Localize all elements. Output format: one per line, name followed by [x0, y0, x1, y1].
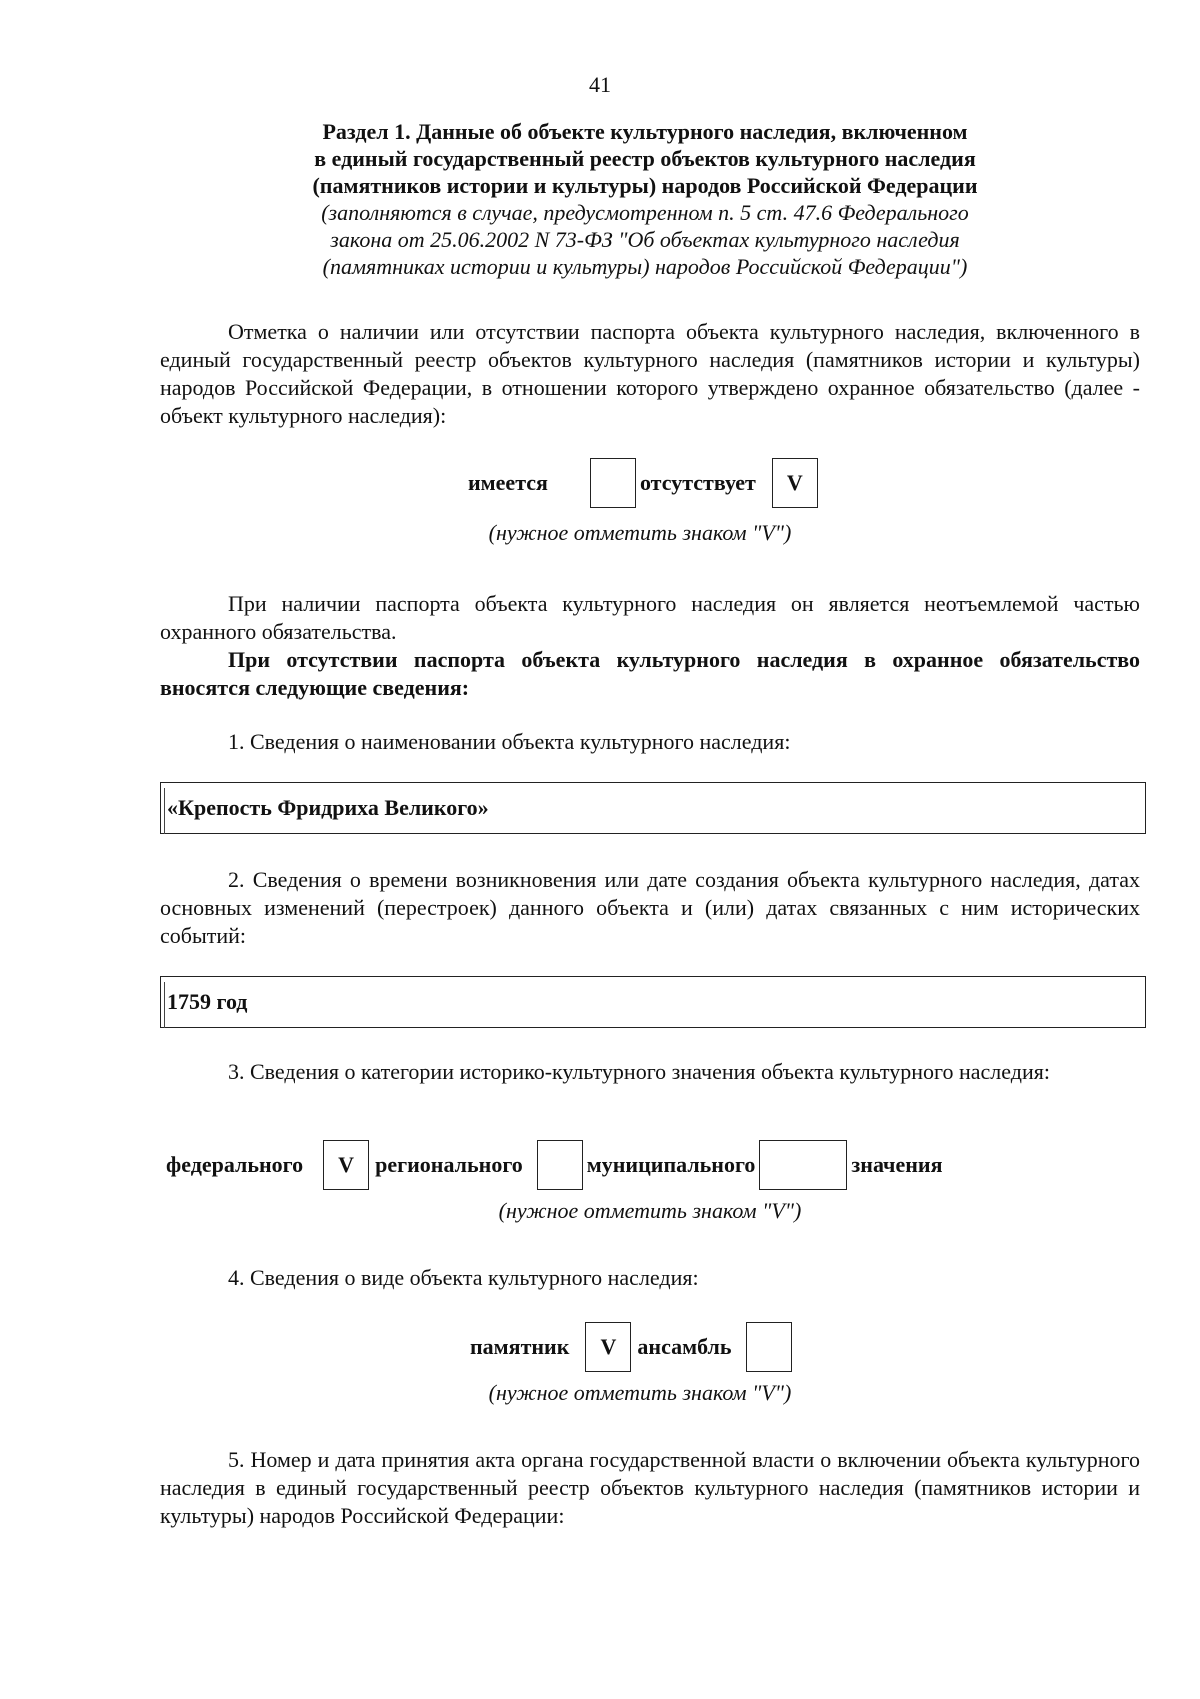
heading-line: (памятников истории и культуры) народов Российской Федерации — [312, 173, 978, 198]
mark-hint: (нужное отметить знаком "V") — [488, 1380, 792, 1405]
item5-label: 5. Номер и дата принятия акта органа государственной власти о включении объекта культурного наследия в единый государственный реестр объектов культурного наследия (памятников истории и культуры) народов Российской Федерации: — [160, 1447, 1140, 1528]
passport-present-checkbox[interactable] — [590, 458, 636, 508]
item4-label: 4. Сведения о виде объекта культурного наследия: — [228, 1265, 699, 1290]
heading-line: в единый государственный реестр объектов культурного наследия — [314, 146, 976, 171]
item1-label: 1. Сведения о наименовании объекта культурного наследия: — [228, 729, 791, 754]
heading-note-line: закона от 25.06.2002 N 73-ФЗ "Об объектах культурного наследия — [330, 227, 960, 252]
passport-absent-text: При отсутствии паспорта объекта культурного наследия в охранное обязательство вносятся следующие сведения: — [160, 647, 1140, 700]
type-choice-row — [470, 1322, 792, 1372]
passport-present-text: При наличии паспорта объекта культурного наследия он является неотъемлемой частью охранного обязательства. — [160, 591, 1140, 644]
object-name-field[interactable]: «Крепость Фридриха Великого» — [160, 782, 1146, 834]
municipal-label: муниципального — [586, 1152, 756, 1177]
passport-absent-checkbox[interactable]: V — [772, 458, 818, 508]
section-heading — [200, 118, 1090, 280]
creation-date-field[interactable]: 1759 год — [160, 976, 1146, 1028]
ensemble-label: ансамбль — [637, 1334, 732, 1359]
municipal-checkbox[interactable] — [759, 1140, 847, 1190]
passport-absent-label: отсутствует — [639, 470, 756, 495]
passport-present-label: имеется — [468, 470, 548, 495]
category-choice-row — [166, 1140, 942, 1190]
item2-label: 2. Сведения о времени возникновения или дате создания объекта культурного наследия, датах основных изменений (перестроек) данного объекта и (или) датах связанных с ним исторических событий: — [160, 867, 1140, 948]
mark-hint: (нужное отметить знаком "V") — [498, 1198, 802, 1223]
category-suffix: значения — [851, 1152, 943, 1177]
mark-hint: (нужное отметить знаком "V") — [488, 520, 792, 545]
federal-checkbox[interactable]: V — [323, 1140, 369, 1190]
page-number: 41 — [589, 72, 611, 97]
monument-checkbox[interactable]: V — [585, 1322, 631, 1372]
passport-choice-row — [468, 458, 818, 508]
heading-line: Раздел 1. Данные об объекте культурного наследия, включенном — [322, 119, 968, 144]
monument-label: памятник — [470, 1334, 570, 1359]
regional-checkbox[interactable] — [537, 1140, 583, 1190]
heading-note-line: (заполняются в случае, предусмотренном п. 5 ст. 47.6 Федерального — [321, 200, 969, 225]
item3-label: 3. Сведения о категории историко-культурного значения объекта культурного наследия: — [228, 1059, 1050, 1084]
regional-label: регионального — [375, 1152, 523, 1177]
federal-label: федерального — [166, 1152, 304, 1177]
passport-note: Отметка о наличии или отсутствии паспорта объекта культурного наследия, включенного в единый государственный реестр объектов культурного наследия (памятников истории и культуры) народов Российской Федерации, в отношении которого утверждено охранное обязательство (далее - объект культурного наследия): — [160, 319, 1140, 428]
heading-note-line: (памятниках истории и культуры) народов Российской Федерации") — [322, 254, 968, 279]
ensemble-checkbox[interactable] — [746, 1322, 792, 1372]
